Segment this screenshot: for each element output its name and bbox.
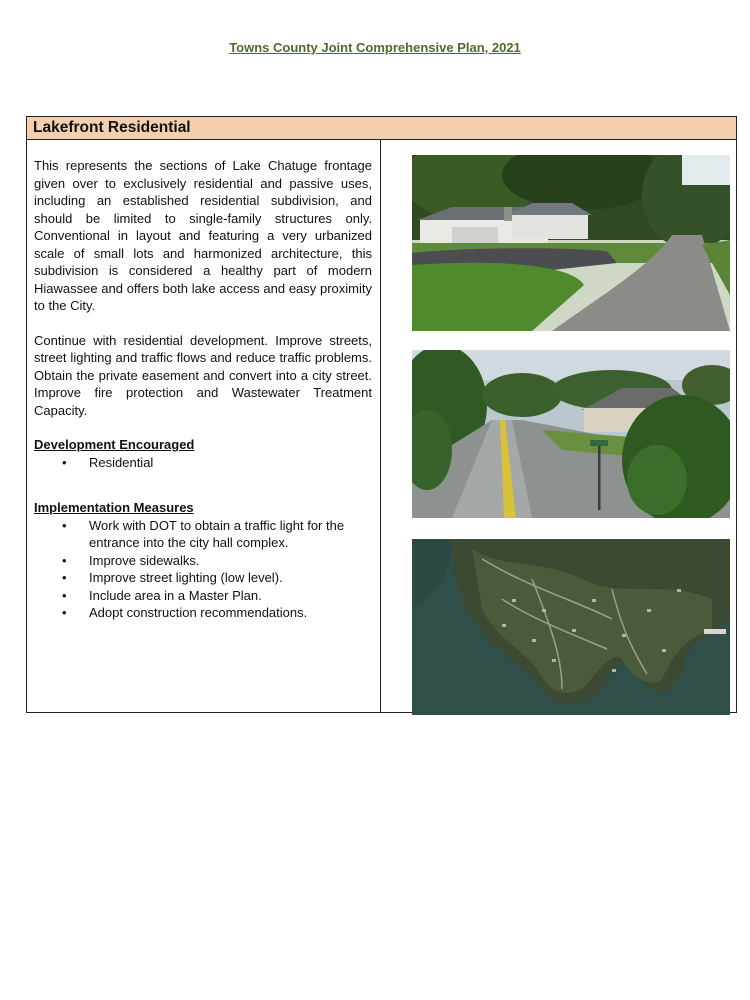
text-column <box>34 157 372 622</box>
list-item <box>34 552 372 570</box>
list-item <box>34 587 372 605</box>
implementation-heading: Implementation Measures <box>34 500 194 515</box>
recommendation-paragraph: Continue with residential development. Improve streets, street lighting and traffic flows and reduce traffic problems. Obtain the private easement and convert into a city street. Improve fire protection and Wastewater Treatment Capacity. <box>34 332 372 418</box>
column-divider <box>380 139 381 712</box>
list-item-text: Include area in a Master Plan. <box>89 587 262 603</box>
section-title: Lakefront Residential <box>27 117 736 140</box>
list-item <box>34 569 372 587</box>
list-item <box>34 604 372 622</box>
house-driveway-photo <box>412 155 730 331</box>
bullet-icon: • <box>62 517 67 533</box>
bullet-icon: • <box>62 454 67 470</box>
list-item-text: Improve sidewalks. <box>89 552 200 568</box>
list-item-text: Work with DOT to obtain a traffic light for the entrance into the city hall complex. <box>89 517 345 550</box>
development-heading: Development Encouraged <box>34 437 195 452</box>
list-item-text: Adopt construction recommendations. <box>89 605 308 620</box>
street-photo <box>412 350 730 518</box>
list-item-text: Residential <box>89 454 154 470</box>
development-list <box>34 454 372 472</box>
list-item-text: Improve street lighting (low level). <box>89 570 283 585</box>
bullet-icon: • <box>62 552 67 568</box>
implementation-list <box>34 517 372 622</box>
description-paragraph: This represents the sections of Lake Chatuge frontage given over to exclusively residential and passive uses, including an established residential subdivision, and should be limited to single-family structures only. Conventional in layout and featuring a very urbanized scale of small lots and harmonized architecture, this subdivision is considered a healthy part of modern Hiawassee and offers both lake access and easy proximity to the City. <box>34 158 372 313</box>
bullet-icon: • <box>62 605 67 620</box>
list-item <box>34 517 372 552</box>
bullet-icon: • <box>62 587 67 603</box>
list-item <box>34 454 372 472</box>
bullet-icon: • <box>62 570 67 585</box>
document-header: Towns County Joint Comprehensive Plan, 2021 <box>229 40 521 55</box>
aerial-lake-photo <box>412 539 730 715</box>
land-use-table <box>26 116 737 713</box>
